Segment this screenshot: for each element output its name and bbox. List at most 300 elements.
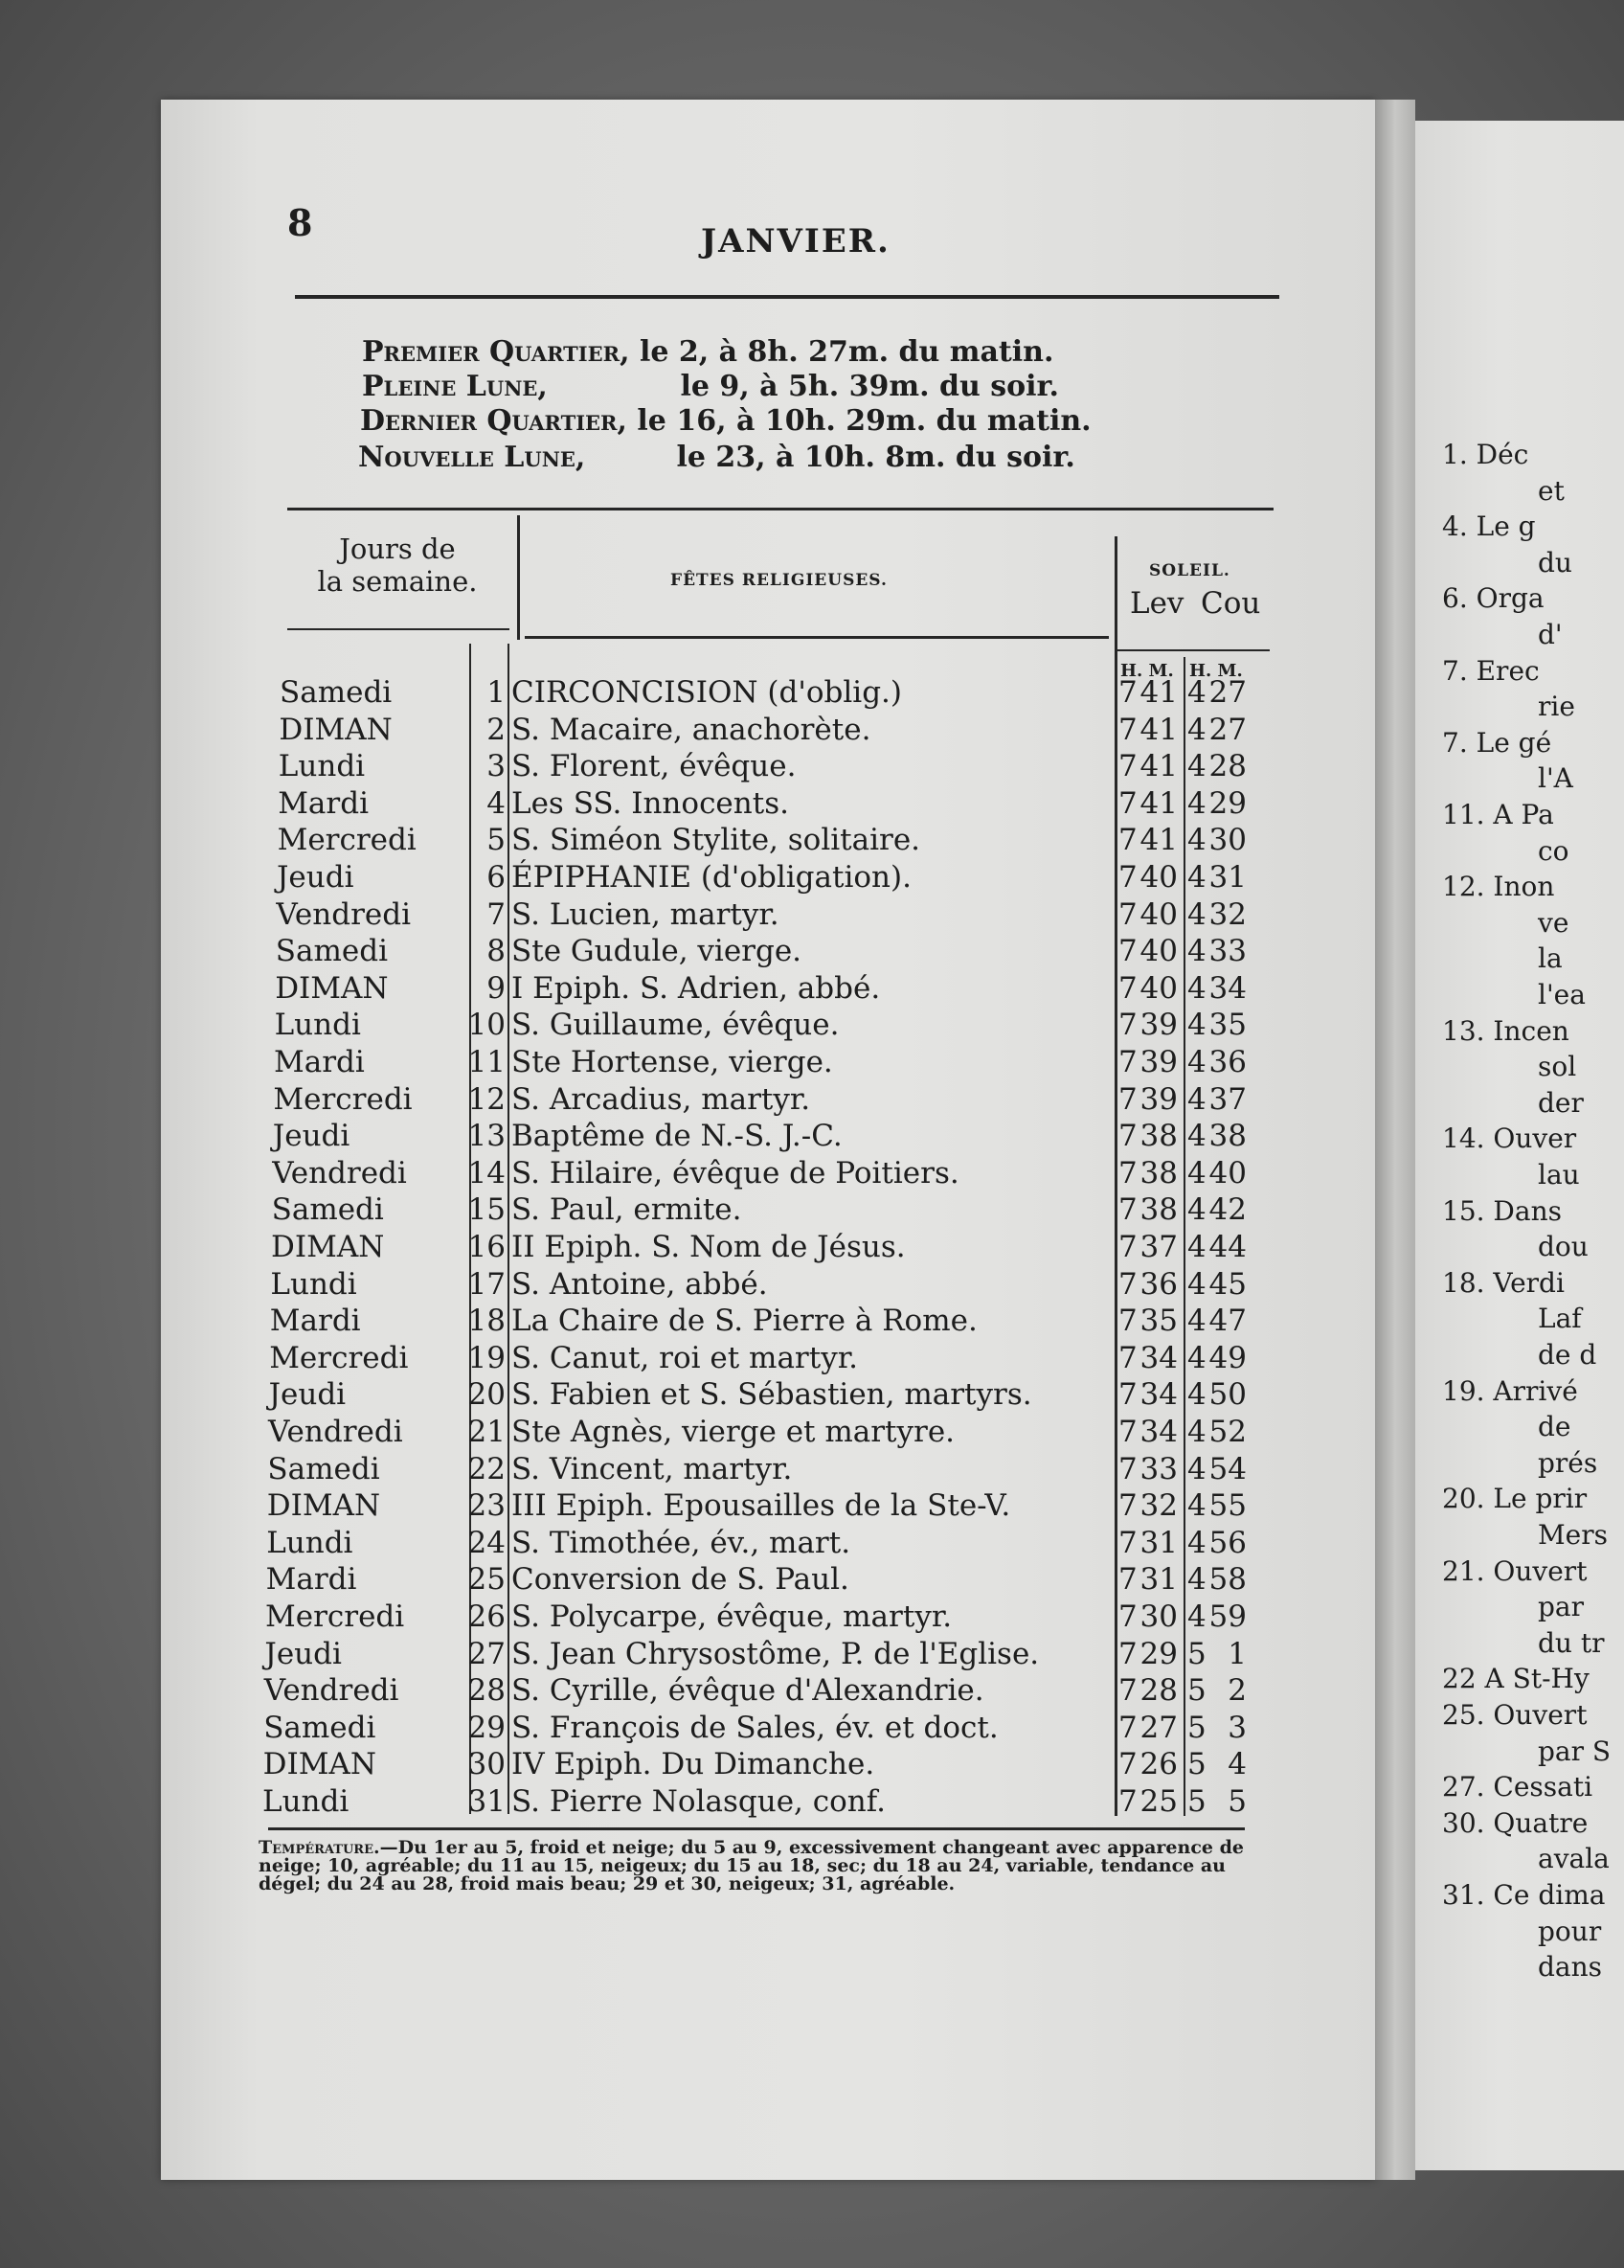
sunrise-minute: 39 [1139, 1045, 1178, 1079]
sunset-minute: 3 [1228, 1710, 1247, 1745]
sunset-minute: 32 [1208, 896, 1247, 932]
table-row [0, 1229, 1624, 1265]
day-name: Mardi [269, 1304, 361, 1339]
sunset-hour: 4 [1187, 1488, 1207, 1524]
table-bottom-rule [268, 1827, 1245, 1830]
day-name: Lundi [274, 1008, 361, 1043]
moon-phase-full-moon [362, 370, 1059, 404]
right-page-line: 18. Verdi [1442, 1266, 1565, 1299]
sunset-hour: 4 [1187, 1599, 1207, 1634]
sunset-minute: 37 [1208, 1081, 1247, 1117]
feast-name: S. Canut, roi et martyr. [511, 1340, 858, 1375]
sunset-minute: 47 [1208, 1304, 1247, 1339]
day-number: 23 [467, 1488, 506, 1524]
sunrise-hour: 7 [1118, 1488, 1138, 1524]
right-page-line: 11. A Pa [1442, 799, 1554, 830]
table-row [0, 933, 1624, 969]
day-number: 11 [467, 1045, 506, 1079]
feast-name: S. Fabien et S. Sébastien, martyrs. [511, 1377, 1032, 1413]
sunrise-hour: 7 [1118, 1525, 1138, 1560]
sunrise-hour: 7 [1118, 1304, 1138, 1339]
sunrise-minute: 25 [1139, 1784, 1178, 1819]
sunrise-minute: 41 [1139, 823, 1178, 858]
sunset-hour: 4 [1187, 1525, 1207, 1560]
table-row [0, 1525, 1624, 1561]
sunset-minute: 54 [1208, 1451, 1247, 1486]
sunset-hour: 4 [1187, 896, 1207, 932]
table-row [0, 1710, 1624, 1746]
feast-name: Ste Agnès, vierge et martyre. [511, 1415, 956, 1449]
right-page-line: dans [1538, 1951, 1603, 1984]
header-rule [295, 295, 1279, 299]
sunrise-hour: 7 [1118, 1747, 1138, 1782]
sunrise-minute: 41 [1139, 749, 1178, 784]
sunset-minute: 5 [1228, 1784, 1247, 1819]
sunset-minute: 4 [1228, 1747, 1247, 1782]
right-page-line: 21. Ouvert [1442, 1554, 1588, 1587]
right-page-line: du tr [1538, 1626, 1605, 1659]
right-page-line: ve [1538, 906, 1569, 939]
day-number: 25 [467, 1562, 506, 1598]
day-name: Mardi [278, 785, 369, 821]
feast-name: I Epiph. S. Adrien, abbé. [511, 970, 881, 1006]
feast-name: S. Siméon Stylite, solitaire. [511, 823, 921, 858]
day-name: Mercredi [273, 1081, 413, 1117]
right-page-line: 20. Le prir [1442, 1483, 1588, 1515]
sunrise-hour: 7 [1118, 1599, 1138, 1634]
feast-name: CIRCONCISION (d'oblig.) [511, 675, 902, 710]
sunrise-minute: 29 [1139, 1636, 1178, 1671]
feast-name: S. Paul, ermite. [511, 1192, 742, 1228]
feast-name: S. Macaire, anachorète. [511, 712, 871, 747]
right-page-line: l'A [1538, 762, 1573, 795]
moon-phase-first-quarter [362, 335, 1053, 370]
table-row [0, 674, 1624, 711]
table-top-rule [287, 508, 1274, 510]
table-row [0, 785, 1624, 822]
sunrise-minute: 38 [1139, 1119, 1178, 1154]
right-page-line: du [1538, 546, 1572, 578]
day-number: 12 [467, 1081, 506, 1117]
right-page-line: 25. Ouvert [1442, 1699, 1588, 1731]
right-page-line: par S [1538, 1735, 1612, 1767]
day-number: 26 [467, 1599, 506, 1634]
temperature-note [259, 1839, 1254, 1894]
day-name: Mercredi [265, 1599, 405, 1634]
sunset-hour: 4 [1187, 749, 1207, 784]
col-header-days-line1: Jours de [339, 533, 456, 565]
day-number: 24 [467, 1525, 506, 1560]
feast-name: S. Hilaire, évêque de Poitiers. [511, 1155, 959, 1191]
sunrise-minute: 39 [1139, 1081, 1178, 1117]
sunrise-hour: 7 [1118, 934, 1138, 969]
sunrise-minute: 41 [1139, 675, 1178, 710]
sunset-hour: 4 [1187, 934, 1207, 969]
sunrise-hour: 7 [1118, 1008, 1138, 1043]
sunrise-hour: 7 [1118, 712, 1138, 747]
sunset-hour: 4 [1187, 1562, 1207, 1598]
feasts-header-rule [525, 636, 1109, 639]
table-row [0, 1599, 1624, 1635]
sunset-hour: 5 [1187, 1784, 1207, 1819]
table-row [0, 1483, 1624, 1524]
day-name: Vendredi [268, 1415, 403, 1449]
sunrise-hour: 7 [1118, 1451, 1138, 1486]
month-title: JANVIER. [701, 222, 891, 261]
col-header-sun: SOLEIL. [1149, 561, 1230, 580]
sunrise-hour: 7 [1118, 785, 1138, 821]
days-header-rule [287, 628, 509, 630]
day-name: Lundi [278, 749, 366, 784]
sunrise-minute: 40 [1139, 970, 1178, 1006]
sunrise-hour: 7 [1118, 1377, 1138, 1413]
table-row [0, 1340, 1624, 1376]
temperature-text: —Du 1er au 5, froid et neige; du 5 au 9, excessivement changeant avec apparence de neige; 10, agréable; du 11 au 15, neigeux; du 15 au 18, sec; du 18 au 24, variable, tendance au dégel; du 24 au 28, froid mais beau; 29 et 30, neigeux; 31, agréable. [259, 1837, 1244, 1894]
sunset-minute: 59 [1208, 1599, 1247, 1634]
sunset-minute: 28 [1208, 749, 1247, 784]
right-page-line: der [1538, 1086, 1584, 1119]
feast-name: Ste Hortense, vierge. [511, 1045, 833, 1079]
right-page-line: 13. Incen [1442, 1014, 1569, 1047]
sunrise-hour: 7 [1118, 1081, 1138, 1117]
sunset-minute: 2 [1228, 1673, 1247, 1709]
right-page-line: par [1538, 1591, 1585, 1623]
table-row [0, 1561, 1624, 1598]
right-page-line: 14. Ouver [1442, 1123, 1577, 1155]
sunset-minute: 35 [1208, 1008, 1247, 1043]
phase-name: Dernier Quartier, [360, 404, 627, 438]
sunset-hour: 5 [1187, 1673, 1207, 1709]
day-number: 1 [486, 675, 506, 710]
table-row [0, 1044, 1624, 1083]
feast-name: Baptême de N.-S. J.-C. [511, 1119, 843, 1154]
sunset-hour: 4 [1187, 1045, 1207, 1079]
sunrise-minute: 34 [1139, 1340, 1178, 1375]
sunrise-hour: 7 [1118, 675, 1138, 710]
sunrise-minute: 34 [1139, 1415, 1178, 1449]
day-name: Samedi [267, 1451, 380, 1486]
table-row [0, 1266, 1624, 1303]
day-number: 21 [467, 1415, 506, 1449]
sunset-hour: 4 [1187, 1266, 1207, 1302]
day-name: Samedi [280, 675, 393, 710]
day-name: Samedi [271, 1192, 384, 1228]
sunset-hour: 4 [1187, 1377, 1207, 1413]
feast-name: IV Epiph. Du Dimanche. [511, 1747, 875, 1782]
sunrise-minute: 32 [1139, 1488, 1178, 1524]
sunrise-minute: 40 [1139, 934, 1178, 969]
sunrise-minute: 31 [1139, 1562, 1178, 1598]
sunrise-minute: 31 [1139, 1525, 1178, 1560]
phase-detail: le 2, à 8h. 27m. du matin. [639, 335, 1054, 369]
sunrise-minute: 38 [1139, 1155, 1178, 1191]
day-name: DIMAN [262, 1747, 376, 1782]
sunset-hour: 4 [1187, 1192, 1207, 1228]
sunrise-minute: 30 [1139, 1599, 1178, 1634]
feast-name: ÉPIPHANIE (d'obligation). [511, 860, 912, 895]
sunset-hour: 4 [1187, 1155, 1207, 1191]
day-name: DIMAN [279, 712, 393, 747]
right-page-line: avala [1538, 1843, 1610, 1875]
feast-name: S. Timothée, év., mart. [511, 1525, 851, 1560]
day-number: 8 [486, 934, 506, 969]
feast-name: S. Jean Chrysostôme, P. de l'Eglise. [511, 1636, 1040, 1671]
sunrise-hour: 7 [1118, 823, 1138, 858]
sunset-minute: 38 [1208, 1119, 1247, 1154]
day-name: Jeudi [264, 1636, 342, 1671]
feast-name: S. Polycarpe, évêque, martyr. [511, 1599, 953, 1634]
sunset-minute: 31 [1208, 860, 1247, 895]
table-row [0, 1746, 1624, 1782]
right-page-line: de [1538, 1411, 1571, 1443]
sunrise-minute: 40 [1139, 896, 1178, 932]
day-name: Vendredi [263, 1673, 399, 1709]
table-row [0, 1118, 1624, 1154]
day-name: Lundi [270, 1266, 357, 1302]
day-name: Samedi [263, 1710, 376, 1745]
sunset-minute: 55 [1208, 1488, 1247, 1524]
col-header-days-line2: la semaine. [317, 565, 478, 598]
sun-header-rule [1116, 649, 1270, 651]
col-header-sunrise: Lev [1130, 586, 1184, 621]
sunset-hour: 5 [1187, 1710, 1207, 1745]
right-page-line: co [1538, 834, 1569, 867]
sunset-minute: 34 [1208, 970, 1247, 1006]
sunrise-hour: 7 [1118, 1045, 1138, 1079]
sunrise-hour: 7 [1118, 1119, 1138, 1154]
sunset-minute: 33 [1208, 934, 1247, 969]
day-number: 7 [486, 896, 506, 932]
sunset-minute: 50 [1208, 1377, 1247, 1413]
sunrise-hm-label: H. M. [1120, 661, 1174, 681]
page-number: 8 [287, 201, 313, 244]
feast-name: S. Florent, évêque. [511, 749, 797, 784]
right-page-line: 15. Dans [1442, 1194, 1562, 1227]
sunset-minute: 52 [1208, 1415, 1247, 1449]
sunset-minute: 44 [1208, 1230, 1247, 1264]
table-row [0, 1783, 1624, 1820]
feast-name: S. Guillaume, évêque. [511, 1008, 840, 1043]
sunset-minute: 58 [1208, 1562, 1247, 1598]
sunrise-hour: 7 [1118, 896, 1138, 932]
right-page-line: 4. Le g [1442, 510, 1536, 543]
right-page-line: lau [1538, 1159, 1580, 1191]
right-page-line: rie [1538, 691, 1575, 723]
day-number: 15 [467, 1192, 506, 1228]
day-number: 31 [467, 1784, 506, 1819]
right-page-line: 7. Erec [1442, 654, 1540, 687]
table-row [0, 1376, 1624, 1413]
col-header-days [287, 533, 508, 598]
table-row [0, 1007, 1624, 1043]
right-page-line: sol [1538, 1051, 1577, 1083]
table-row [0, 1636, 1624, 1672]
sunset-hour: 4 [1187, 1008, 1207, 1043]
sunset-hour: 4 [1187, 712, 1207, 747]
sunrise-minute: 37 [1139, 1230, 1178, 1264]
sunset-minute: 56 [1208, 1525, 1247, 1560]
sunset-hour: 4 [1187, 785, 1207, 821]
sunrise-minute: 27 [1139, 1710, 1178, 1745]
right-page-line: de d [1538, 1339, 1597, 1371]
sunrise-minute: 38 [1139, 1192, 1178, 1228]
sunrise-minute: 39 [1139, 1008, 1178, 1043]
sunset-minute: 42 [1208, 1192, 1247, 1228]
sunset-hour: 4 [1187, 1415, 1207, 1449]
feast-name: S. Vincent, martyr. [511, 1451, 793, 1486]
sunrise-hour: 7 [1118, 1710, 1138, 1745]
sunset-minute: 45 [1208, 1266, 1247, 1302]
right-page-line: 19. Arrivé [1442, 1374, 1578, 1407]
day-name: Mardi [274, 1045, 365, 1079]
col-header-sunset: Cou [1201, 586, 1261, 621]
table-row [0, 1446, 1624, 1487]
sunset-minute: 30 [1208, 823, 1247, 858]
day-name: Jeudi [272, 1119, 350, 1154]
table-row [0, 1672, 1624, 1709]
right-page-line: 7. Le gé [1442, 726, 1552, 759]
sunset-minute: 49 [1208, 1340, 1247, 1375]
table-row [0, 970, 1624, 1010]
col-header-feasts: FÊTES RELIGIEUSES. [670, 571, 888, 590]
phase-detail: le 9, à 5h. 39m. du soir. [680, 370, 1060, 403]
phase-detail: le 23, à 10h. 8m. du soir. [676, 441, 1075, 474]
sunset-hour: 4 [1187, 1304, 1207, 1339]
feast-name: S. Arcadius, martyr. [511, 1081, 811, 1117]
feast-name: III Epiph. Epousailles de la Ste-V. [511, 1488, 1011, 1524]
day-number: 4 [486, 785, 506, 821]
day-name: DIMAN [275, 970, 389, 1006]
day-number: 17 [467, 1266, 506, 1302]
moon-phase-last-quarter [360, 404, 1092, 439]
feast-name: S. Lucien, martyr. [511, 896, 779, 932]
feast-name: S. François de Sales, év. et doct. [511, 1710, 999, 1745]
day-name: Mercredi [269, 1340, 409, 1375]
sunset-hour: 4 [1187, 1451, 1207, 1486]
feast-name: La Chaire de S. Pierre à Rome. [511, 1304, 978, 1339]
sunset-minute: 36 [1208, 1045, 1247, 1079]
right-page-line: et [1538, 474, 1565, 507]
day-name: Lundi [262, 1784, 350, 1819]
phase-name: Premier Quartier, [362, 335, 630, 369]
sunset-hour: 4 [1187, 1081, 1207, 1117]
sunset-minute: 40 [1208, 1155, 1247, 1191]
day-name: Jeudi [268, 1377, 347, 1413]
sunrise-hour: 7 [1118, 1192, 1138, 1228]
sunset-hour: 4 [1187, 675, 1207, 710]
right-page-line: dou [1538, 1231, 1589, 1263]
day-name: DIMAN [266, 1488, 381, 1524]
sunrise-hour: 7 [1118, 1415, 1138, 1449]
sunrise-hour: 7 [1118, 1784, 1138, 1819]
day-number: 13 [467, 1119, 506, 1154]
day-number: 28 [467, 1673, 506, 1709]
sunrise-hour: 7 [1118, 1340, 1138, 1375]
feast-name: Ste Gudule, vierge. [511, 934, 802, 969]
sunset-hour: 4 [1187, 860, 1207, 895]
day-number: 5 [486, 823, 506, 858]
right-page-line: 30. Quatre [1442, 1806, 1589, 1839]
day-name: DIMAN [271, 1230, 385, 1264]
day-number: 18 [467, 1304, 506, 1339]
sunrise-hour: 7 [1118, 1155, 1138, 1191]
sunrise-minute: 28 [1139, 1673, 1178, 1709]
table-row [0, 712, 1624, 748]
day-name: Mardi [265, 1562, 357, 1598]
table-row [0, 1411, 1624, 1450]
sunrise-hour: 7 [1118, 1673, 1138, 1709]
sunrise-minute: 26 [1139, 1747, 1178, 1782]
feast-name: II Epiph. S. Nom de Jésus. [511, 1230, 906, 1264]
day-number: 20 [467, 1377, 506, 1413]
sunset-hour: 5 [1187, 1747, 1207, 1782]
sunrise-hour: 7 [1118, 1266, 1138, 1302]
right-page-line: la [1538, 942, 1563, 975]
temperature-label: Température. [259, 1837, 380, 1858]
phase-detail: le 16, à 10h. 29m. du matin. [637, 404, 1092, 438]
right-page-line: 22 A St-Hy [1442, 1663, 1590, 1695]
day-name: Vendredi [276, 896, 412, 932]
right-page-line: d' [1538, 619, 1563, 650]
right-page-line: Mers [1538, 1519, 1608, 1551]
sunrise-minute: 41 [1139, 785, 1178, 821]
day-number: 3 [486, 749, 506, 784]
sunset-hour: 5 [1187, 1636, 1207, 1671]
table-row [0, 1155, 1624, 1191]
sunset-minute: 27 [1208, 712, 1247, 747]
day-name: Vendredi [272, 1155, 407, 1191]
sunset-hour: 4 [1187, 823, 1207, 858]
right-page-line: 12. Inon [1442, 871, 1555, 903]
right-page-line: 31. Ce dima [1442, 1879, 1606, 1911]
sunrise-hour: 7 [1118, 1636, 1138, 1671]
sunset-minute: 27 [1208, 675, 1247, 710]
right-page-line: prés [1538, 1446, 1598, 1479]
day-number: 10 [467, 1008, 506, 1043]
phase-name: Nouvelle Lune, [358, 441, 586, 474]
table-row [0, 822, 1624, 858]
day-number: 2 [486, 712, 506, 747]
sunset-hour: 4 [1187, 1119, 1207, 1154]
day-name: Mercredi [277, 823, 417, 858]
table-row [0, 896, 1624, 933]
table-row [0, 1303, 1624, 1339]
day-number: 19 [467, 1340, 506, 1375]
right-page-line: pour [1538, 1915, 1602, 1947]
sunrise-minute: 35 [1139, 1304, 1178, 1339]
sunset-hour: 4 [1187, 970, 1207, 1006]
day-number: 29 [467, 1710, 506, 1745]
sunrise-minute: 40 [1139, 860, 1178, 895]
feast-name: S. Cyrille, évêque d'Alexandrie. [511, 1673, 984, 1709]
day-number: 16 [467, 1230, 506, 1264]
sunset-hour: 4 [1187, 1230, 1207, 1264]
right-page-line: Laf [1538, 1303, 1582, 1335]
right-page-line: 27. Cessati [1442, 1771, 1593, 1803]
right-page-line: 1. Déc [1442, 439, 1529, 470]
feast-name: S. Antoine, abbé. [511, 1266, 768, 1302]
feast-name: S. Pierre Nolasque, conf. [511, 1784, 886, 1819]
day-name: Lundi [266, 1525, 353, 1560]
right-page-line: l'ea [1538, 979, 1586, 1010]
day-name: Jeudi [277, 860, 354, 895]
sunrise-hour: 7 [1118, 1562, 1138, 1598]
header-divider-1 [517, 515, 520, 640]
sunrise-hour: 7 [1118, 970, 1138, 1006]
day-number: 22 [467, 1451, 506, 1486]
day-number: 14 [467, 1155, 506, 1191]
moon-phase-new-moon [358, 441, 1075, 475]
